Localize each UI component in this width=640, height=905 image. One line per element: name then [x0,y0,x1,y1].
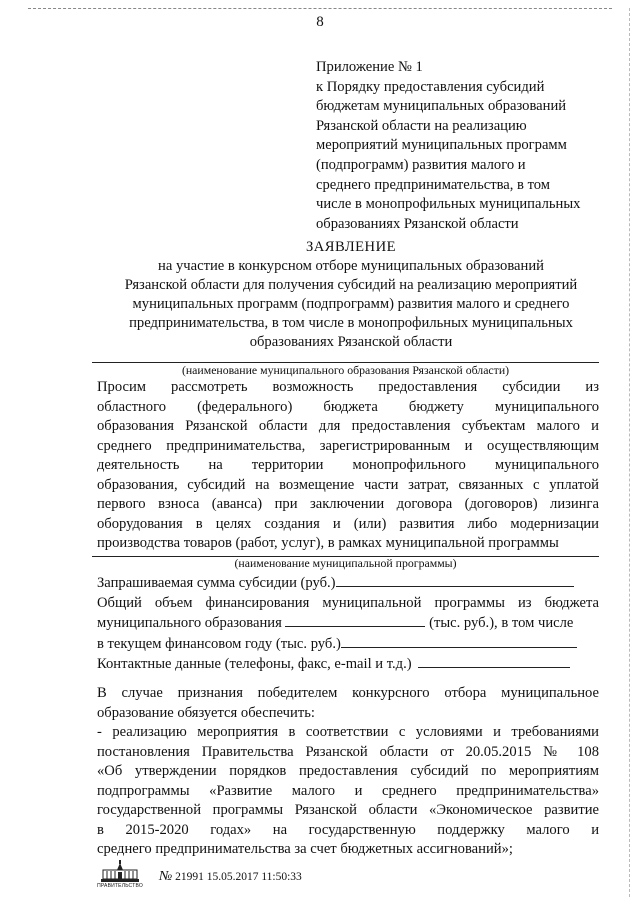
total-volume-label-2: муниципального образования [97,615,282,631]
requested-sum-label: Запрашиваемая сумма субсидии (руб.) [97,575,336,591]
paragraph-line: образования Рязанской области для предоставления субъектам малого и [97,418,599,434]
paragraph-line: областного (федерального) бюджета бюджету муниципального [97,398,599,415]
appendix-line: (подпрограмм) развития малого и [316,156,526,173]
total-volume-row-1 [97,594,599,614]
document-title: ЗАЯВЛЕНИЕ [305,239,397,255]
paragraph-line: в 2015-2020 годах» на государственную поддержку малого и [97,821,599,838]
paragraph-line: деятельность на территории монопрофильного муниципального [97,457,599,473]
total-volume-label: Общий объем финансирования муниципальной программы из бюджета [97,594,599,611]
request-paragraph [97,378,599,554]
appendix-line: среднего предпринимательства, в том [316,176,551,193]
paragraph-line: - реализацию мероприятия в соответствии с условиями и требованиями [97,724,599,740]
heading-line: предпринимательства, в том числе в монопрофильных муниципальных [129,315,573,331]
heading-line: на участие в конкурсном отборе муниципальных образований [158,258,544,274]
document-registration [159,869,302,885]
right-border [629,8,630,897]
obligation-paragraph [97,684,599,860]
paragraph-line: постановления Правительства Рязанской области от 20.05.2015 № 108 [97,743,599,760]
heading-line: образованиях Рязанской области [249,334,453,350]
paragraph-line: государственной программы Рязанской области «Экономическое развитие [97,802,599,818]
total-volume-unit: (тыс. руб.), в том числе [429,615,574,631]
municipality-name-hint: (наименование муниципального образования Рязанской области) [181,363,510,377]
appendix-line: Рязанской области на реализацию [316,117,527,134]
appendix-line: к Порядку предоставления субсидий [316,78,545,95]
requested-sum-row [97,573,599,594]
paragraph-line: В случае признания победителем конкурсного отбора муниципальное [97,685,599,701]
program-name-hint: (наименование муниципальной программы) [234,556,457,570]
document-heading [80,238,622,352]
appendix-line: образованиях Рязанской области [316,215,519,232]
number-sign: № [159,869,173,884]
appendix-line: числе в монопрофильных муниципальных [316,196,581,213]
paragraph-line: Просим рассмотреть возможность предоставления субсидии из [97,379,599,395]
heading-line: Рязанской области для получения субсидий на реализацию мероприятий [124,277,578,293]
paragraph-line: образование обязуется обеспечить: [97,704,315,721]
total-volume-field[interactable] [285,613,425,627]
appendix-line: Приложение № 1 [316,59,423,75]
footer [97,859,417,889]
current-year-label: в текущем финансовом году (тыс. руб.) [97,635,341,652]
appendix-block [316,58,616,234]
stamp-label: ПРАВИТЕЛЬСТВО [97,883,143,889]
paragraph-line: первого взноса (аванса) при заключении договора (договоров) лизинга [97,496,599,512]
paragraph-line: «Об утверждении порядков предоставления субсидий по мероприятиям [97,763,599,779]
heading-line: муниципальных программ (подпрограмм) развития малого и среднего [132,296,570,312]
top-border [28,8,612,9]
total-volume-row-2 [97,613,599,634]
doc-number: 21991 [175,871,204,883]
current-year-row [97,634,599,655]
government-building-icon [97,859,143,883]
paragraph-line: среднего предпринимательства, зарегистрированным и осуществляющим [97,437,599,454]
contacts-row [97,654,599,675]
doc-datetime: 15.05.2017 11:50:33 [206,871,302,883]
current-year-field[interactable] [341,634,577,648]
paragraph-line: среднего предпринимательства за счет бюджетных ассигнований»; [97,841,513,857]
paragraph-line: образования, субсидий на возмещение части затрат, связанных с уплатой [97,476,599,493]
appendix-line: мероприятий муниципальных программ [316,137,567,154]
contacts-label: Контактные данные (телефоны, факс, e-mail и т.д.) [97,656,412,672]
contacts-field[interactable] [418,654,570,668]
paragraph-line: производства товаров (работ, услуг), в рамках муниципальной программы [97,535,559,551]
paragraph-line: подпрограммы «Развитие малого и среднего предпринимательства» [97,782,599,799]
paragraph-line: оборудования в целях создания и (или) развития либо модернизации [97,515,599,532]
requested-sum-field[interactable] [336,573,574,587]
page-number: 8 [316,14,324,30]
fields-block [97,573,599,675]
appendix-line: бюджетам муниципальных образований [316,98,567,115]
